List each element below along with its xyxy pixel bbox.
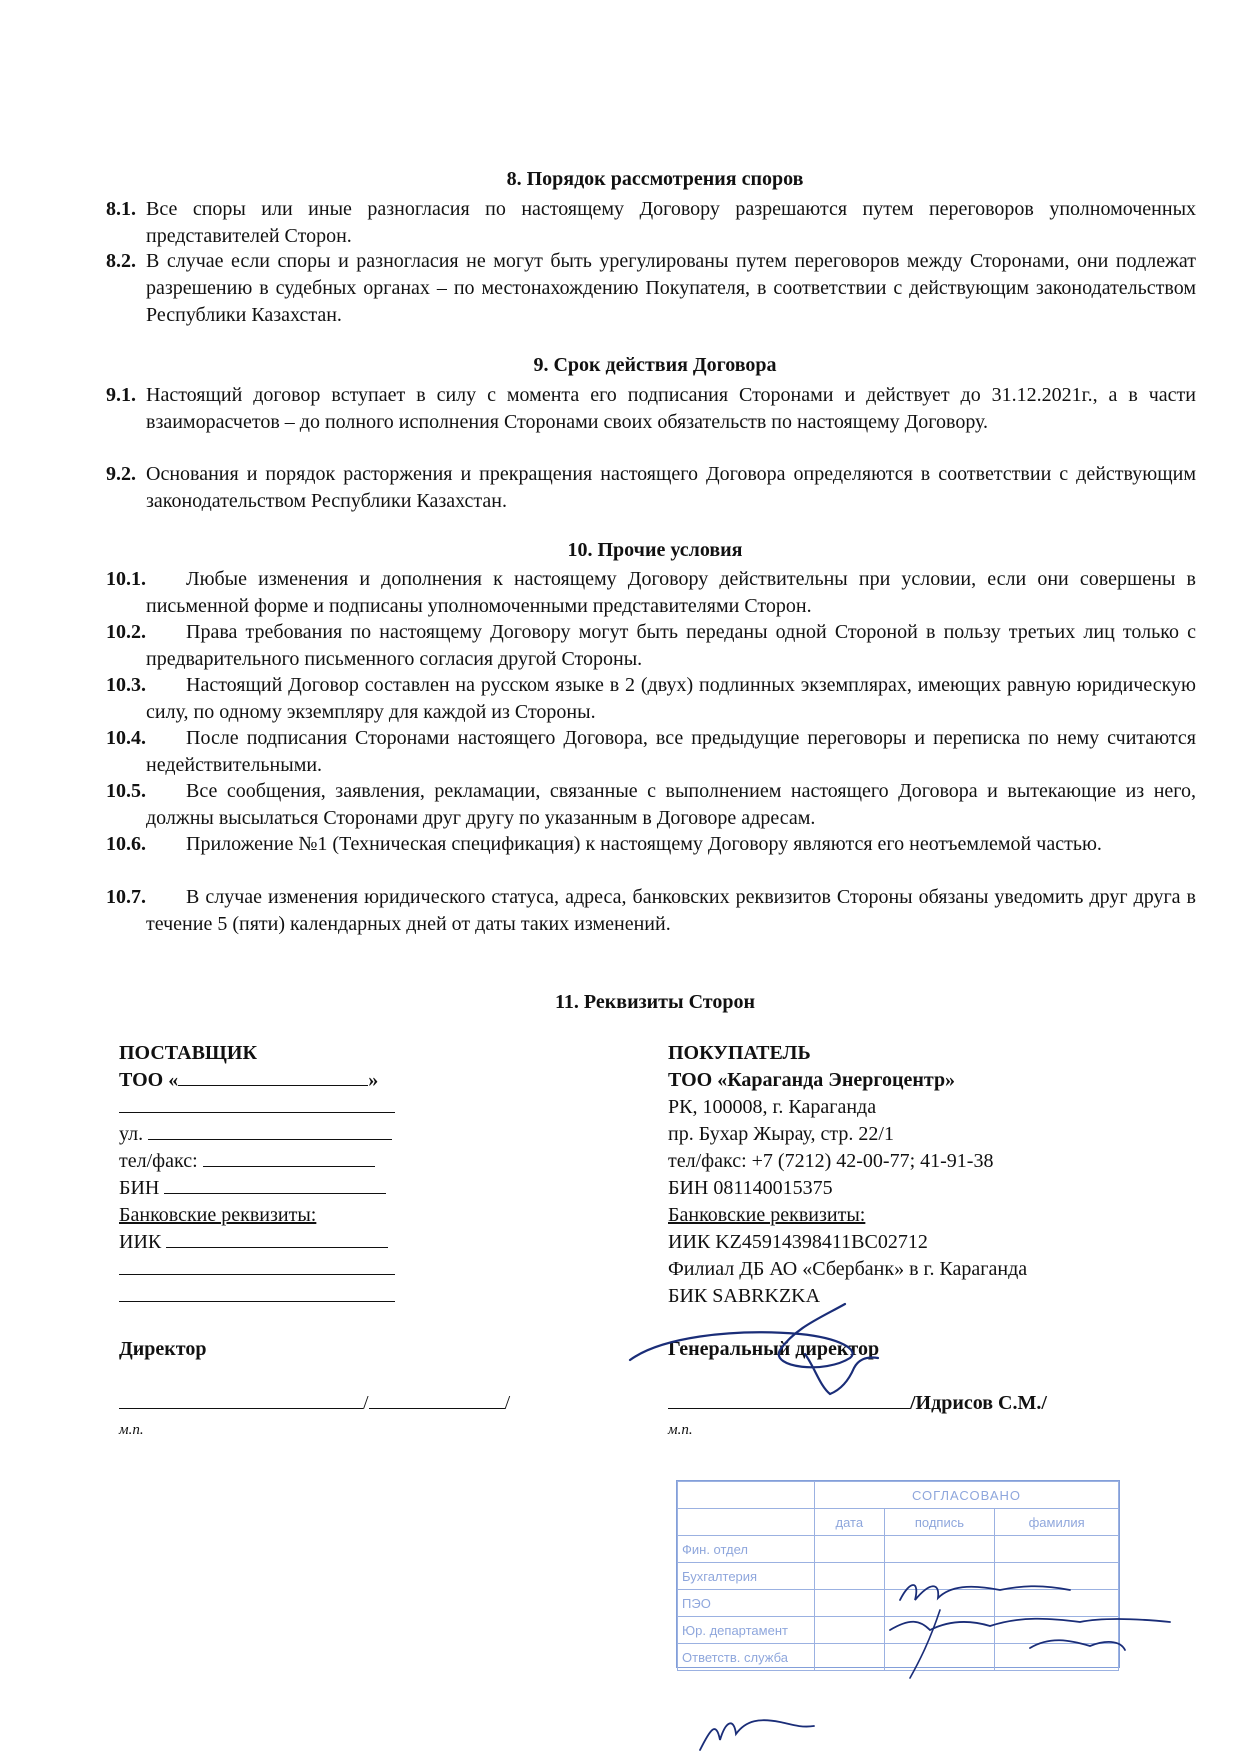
bottom-signature <box>690 1700 830 1753</box>
clause-9-2 <box>106 461 1196 515</box>
supplier-bank-line2 <box>119 1283 479 1310</box>
supplier-blank-line[interactable] <box>119 1256 395 1275</box>
supplier-role: ПОСТАВЩИК <box>119 1042 257 1064</box>
approval-head-blank <box>678 1509 815 1536</box>
supplier-signature-line <box>119 1390 539 1417</box>
clause-text-content: Все сообщения, заявления, рекламации, связанные с выполнением настоящего Договора и вытекающие из него, должны высылаться Сторонами друг другу по указанным в Договоре адресам. <box>146 780 1196 829</box>
supplier-street-label: ул. <box>119 1123 144 1145</box>
clause-text-content: После подписания Сторонами настоящего Договора, все предыдущие переговоры и переписка по нему считаются недействительными. <box>146 727 1196 776</box>
clause-number: 10.7. <box>106 886 146 908</box>
approval-corner <box>678 1482 815 1509</box>
buyer-bank: Филиал ДБ АО «Сбербанк» в г. Караганда <box>668 1258 1028 1280</box>
supplier-bin-label: БИН <box>119 1177 160 1199</box>
supplier-bank-line1 <box>119 1256 479 1283</box>
clause-text <box>106 672 1196 726</box>
clause-number: 10.5. <box>106 780 146 802</box>
approval-col-signature: подпись <box>884 1509 995 1536</box>
clause-text: Настоящий договор вступает в силу с момента его подписания Сторонами и действует до 31.12.2021г., а в части взаиморасчетов – до полного исполнения Сторонами своих обязательств по настоящему Договору. <box>146 384 1196 433</box>
supplier-details <box>119 1040 479 1310</box>
clause-text: В случае если споры и разногласия не могут быть урегулированы путем переговоров между Сторонами, они подлежат разрешению в судебных органах – по местонахождению Покупателя, в соответствии с действующим законодательством Республики Казахстан. <box>146 250 1196 326</box>
clause-10-2 <box>106 619 1196 673</box>
supplier-org-suffix: » <box>368 1069 379 1091</box>
clause-10-7 <box>106 884 1196 938</box>
approval-signatures <box>880 1560 1180 1680</box>
clause-text <box>106 566 1196 620</box>
clause-text: Все споры или иные разногласия по настоящему Договору разрешаются путем переговоров уполномоченных представителей Сторон. <box>146 198 1196 247</box>
clause-text-content: Приложение №1 (Техническая спецификация) к настоящему Договору являются его неотъемлемой частью. <box>186 833 1102 855</box>
approval-row-finance: Фин. отдел <box>678 1536 815 1563</box>
supplier-phone-label: тел/факс: <box>119 1150 198 1172</box>
buyer-signer-title: Генеральный директор <box>668 1338 880 1360</box>
buyer-signer-name: /Идрисов С.М./ <box>910 1392 1047 1414</box>
approval-row-accounting: Бухгалтерия <box>678 1563 815 1590</box>
clause-text-content: Любые изменения и дополнения к настоящему Договору действительны при условии, если они совершены в письменной форме и подписаны уполномоченными представителями Сторон. <box>146 568 1196 617</box>
approval-row-responsible: Ответств. служба <box>678 1644 815 1671</box>
supplier-org-blank[interactable] <box>178 1067 368 1086</box>
clause-number: 10.2. <box>106 621 146 643</box>
buyer-phone: тел/факс: +7 (7212) 42-00-77; 41-91-38 <box>668 1150 994 1172</box>
clause-number: 10.1. <box>106 568 146 590</box>
supplier-iik <box>119 1229 479 1256</box>
approval-col-surname: фамилия <box>995 1509 1119 1536</box>
clause-number: 8.1. <box>106 198 136 220</box>
section-10-title: 10. Прочие условия <box>567 539 743 561</box>
section-11-title: 11. Реквизиты Сторон <box>555 991 755 1013</box>
buyer-bin: БИН 081140015375 <box>668 1177 833 1199</box>
clause-text: Основания и порядок расторжения и прекращения настоящего Договора определяются в соответствии с действующим законодательством Республики Казахстан. <box>146 463 1196 512</box>
clause-10-4 <box>106 725 1196 779</box>
buyer-bank-label: Банковские реквизиты: <box>668 1204 866 1226</box>
buyer-role: ПОКУПАТЕЛЬ <box>668 1042 811 1064</box>
clause-10-3 <box>106 672 1196 726</box>
clause-text <box>106 778 1196 832</box>
clause-text <box>106 884 1196 938</box>
supplier-blank-line[interactable] <box>119 1283 395 1302</box>
section-8-title: 8. Порядок рассмотрения споров <box>506 168 804 190</box>
approval-col-date: дата <box>815 1509 885 1536</box>
clause-number: 9.1. <box>106 384 136 406</box>
clause-text-content: Права требования по настоящему Договору могут быть переданы одной Стороной в пользу третьих лиц только с предварительного письменного согласия другой Стороны. <box>146 621 1196 670</box>
supplier-bin <box>119 1175 479 1202</box>
buyer-bik: БИК SABRKZKA <box>668 1285 821 1307</box>
buyer-details <box>668 1040 1188 1310</box>
supplier-phone-blank[interactable] <box>203 1148 375 1167</box>
clause-number: 10.4. <box>106 727 146 749</box>
buyer-address-2: пр. Бухар Жырау, стр. 22/1 <box>668 1123 894 1145</box>
supplier-phone <box>119 1148 479 1175</box>
buyer-seal-place: м.п. <box>668 1422 693 1438</box>
approval-row-peo: ПЭО <box>678 1590 815 1617</box>
clause-8-1 <box>106 196 1196 250</box>
supplier-org <box>119 1067 479 1094</box>
buyer-org: ТОО «Караганда Энергоцентр» <box>668 1069 956 1091</box>
clause-number: 9.2. <box>106 463 136 485</box>
supplier-seal-place: м.п. <box>119 1422 144 1438</box>
clause-9-1 <box>106 382 1196 436</box>
clause-text-content: Настоящий Договор составлен на русском языке в 2 (двух) подлинных экземплярах, имеющих равную юридическую силу, по одному экземпляру для каждой из Стороны. <box>146 674 1196 723</box>
clause-number: 10.6. <box>106 833 146 855</box>
clause-text <box>106 619 1196 673</box>
supplier-org-prefix: ТОО « <box>119 1069 179 1091</box>
clause-text-content: В случае изменения юридического статуса, адреса, банковских реквизитов Стороны обязаны уведомить друг друга в течение 5 (пяти) календарных дней от даты таких изменений. <box>146 886 1196 935</box>
clause-number: 8.2. <box>106 250 136 272</box>
supplier-org-line2 <box>119 1094 479 1121</box>
clause-text <box>106 725 1196 779</box>
supplier-slash-2: / <box>504 1392 511 1414</box>
clause-10-1 <box>106 566 1196 620</box>
clause-8-2 <box>106 248 1196 329</box>
approval-row-legal: Юр. департамент <box>678 1617 815 1644</box>
supplier-signature-blank[interactable] <box>119 1390 363 1409</box>
supplier-name-blank[interactable] <box>369 1390 505 1409</box>
supplier-bank-label: Банковские реквизиты: <box>119 1204 317 1226</box>
buyer-director-signature <box>620 1298 920 1408</box>
supplier-slash-1: / <box>363 1392 369 1414</box>
clause-10-6 <box>106 831 1196 858</box>
clause-10-5 <box>106 778 1196 832</box>
clause-number: 10.3. <box>106 674 146 696</box>
supplier-iik-blank[interactable] <box>166 1229 388 1248</box>
supplier-signer-title: Директор <box>119 1338 207 1360</box>
approval-title: СОГЛАСОВАНО <box>815 1482 1119 1509</box>
buyer-iik: ИИК KZ45914398411BC02712 <box>668 1231 928 1253</box>
clause-text <box>106 831 1196 858</box>
supplier-street-blank[interactable] <box>148 1121 392 1140</box>
supplier-blank-line[interactable] <box>119 1094 395 1113</box>
supplier-bin-blank[interactable] <box>164 1175 386 1194</box>
supplier-iik-label: ИИК <box>119 1231 162 1253</box>
supplier-street <box>119 1121 479 1148</box>
section-9-title: 9. Срок действия Договора <box>533 354 777 376</box>
buyer-address-1: РК, 100008, г. Караганда <box>668 1096 877 1118</box>
